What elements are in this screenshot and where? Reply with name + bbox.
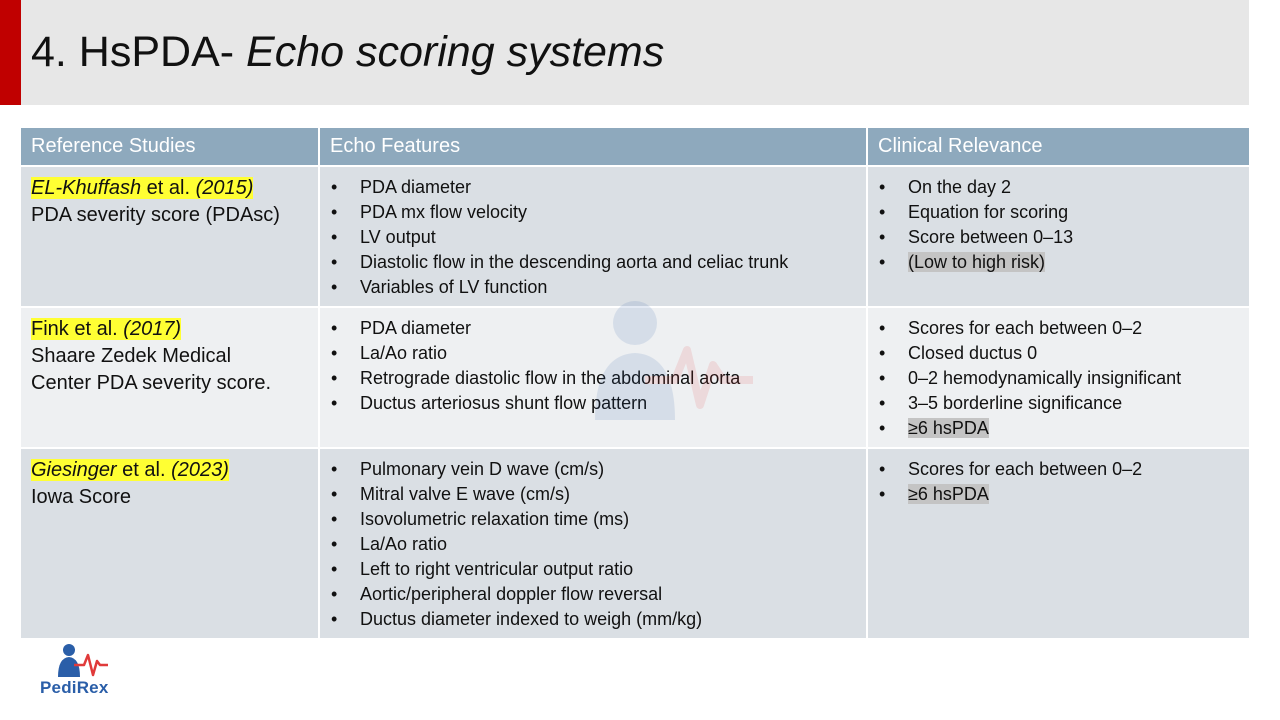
citation-year: (2015) <box>195 177 254 199</box>
title-accent-bar <box>0 0 21 105</box>
citation-highlight <box>31 177 253 199</box>
reference-cell <box>21 166 319 307</box>
citation-author: Giesinger <box>31 459 117 481</box>
list-item: • 3–5 borderline significance <box>878 391 1239 416</box>
slide-title-italic: Echo scoring systems <box>246 28 665 76</box>
citation-author: Fink <box>31 318 69 340</box>
scoring-table <box>21 128 1249 638</box>
relevance-cell <box>867 307 1249 448</box>
list-item: • Scores for each between 0–2 <box>878 457 1239 482</box>
reference-description: Iowa Score <box>31 486 132 508</box>
list-item: • Scores for each between 0–2 <box>878 316 1239 341</box>
list-item: • Aortic/peripheral doppler flow reversal <box>330 582 856 607</box>
citation-year: (2023) <box>171 459 229 481</box>
citation-year: (2017) <box>123 318 182 340</box>
relevance-list <box>878 175 1239 275</box>
hspda-threshold-highlight: ≥6 hsPDA <box>908 484 989 504</box>
features-list <box>330 175 856 300</box>
reference-cell <box>21 307 319 448</box>
reference-cell <box>21 448 319 638</box>
pedirex-logo <box>34 640 126 710</box>
list-item: • La/Ao ratio <box>330 532 856 557</box>
list-item <box>878 250 1239 275</box>
reference-description-line: Shaare Zedek Medical <box>31 345 232 367</box>
features-cell <box>319 448 867 638</box>
list-item: • On the day 2 <box>878 175 1239 200</box>
header-echo-features: Echo Features <box>319 128 867 166</box>
table-row <box>21 448 1249 638</box>
list-item: • La/Ao ratio <box>330 341 856 366</box>
citation-highlight <box>31 318 181 340</box>
reference-citation <box>31 457 308 484</box>
list-item: • Mitral valve E wave (cm/s) <box>330 482 856 507</box>
list-item: • PDA mx flow velocity <box>330 200 856 225</box>
reference-citation <box>31 316 308 343</box>
features-cell <box>319 166 867 307</box>
features-list <box>330 457 856 632</box>
list-item: • Diastolic flow in the descending aorta and celiac trunk <box>330 250 856 275</box>
child-heartbeat-icon <box>56 643 108 679</box>
relevance-cell <box>867 448 1249 638</box>
relevance-list <box>878 457 1239 507</box>
citation-author: EL-Khuffash <box>31 177 142 199</box>
list-item: • Closed ductus 0 <box>878 341 1239 366</box>
features-list <box>330 316 856 416</box>
list-item: • Ductus arteriosus shunt flow pattern <box>330 391 856 416</box>
list-item: • 0–2 hemodynamically insignificant <box>878 366 1239 391</box>
header-clinical-relevance: Clinical Relevance <box>867 128 1249 166</box>
slide-title <box>31 26 664 78</box>
list-item: • Equation for scoring <box>878 200 1239 225</box>
list-item: • Left to right ventricular output ratio <box>330 557 856 582</box>
list-item: • Isovolumetric relaxation time (ms) <box>330 507 856 532</box>
risk-range-highlight: (Low to high risk) <box>908 252 1046 272</box>
citation-etal: et al. <box>116 459 172 481</box>
reference-citation <box>31 175 308 202</box>
table-row <box>21 307 1249 448</box>
relevance-cell <box>867 166 1249 307</box>
reference-description: PDA severity score (PDAsc) <box>31 204 280 226</box>
slide-title-prefix: 4. HsPDA- <box>31 28 247 76</box>
list-item: • LV output <box>330 225 856 250</box>
list-item: • Retrograde diastolic flow in the abdominal aorta <box>330 366 856 391</box>
list-item <box>878 416 1239 441</box>
list-item: • PDA diameter <box>330 316 856 341</box>
features-cell <box>319 307 867 448</box>
table-row <box>21 166 1249 307</box>
list-item: • Pulmonary vein D wave (cm/s) <box>330 457 856 482</box>
logo-wordmark: PediRex <box>40 678 109 697</box>
relevance-list <box>878 316 1239 441</box>
list-item: • Score between 0–13 <box>878 225 1239 250</box>
reference-description-line: Center PDA severity score. <box>31 372 272 394</box>
table-header-row <box>21 128 1249 166</box>
list-item: • Variables of LV function <box>330 275 856 300</box>
citation-highlight <box>31 459 229 481</box>
header-reference-studies: Reference Studies <box>21 128 319 166</box>
list-item: • PDA diameter <box>330 175 856 200</box>
citation-etal: et al. <box>141 177 196 199</box>
citation-etal: et al. <box>68 318 124 340</box>
list-item <box>878 482 1239 507</box>
list-item: • Ductus diameter indexed to weigh (mm/kg) <box>330 607 856 632</box>
hspda-threshold-highlight: ≥6 hsPDA <box>908 418 989 438</box>
